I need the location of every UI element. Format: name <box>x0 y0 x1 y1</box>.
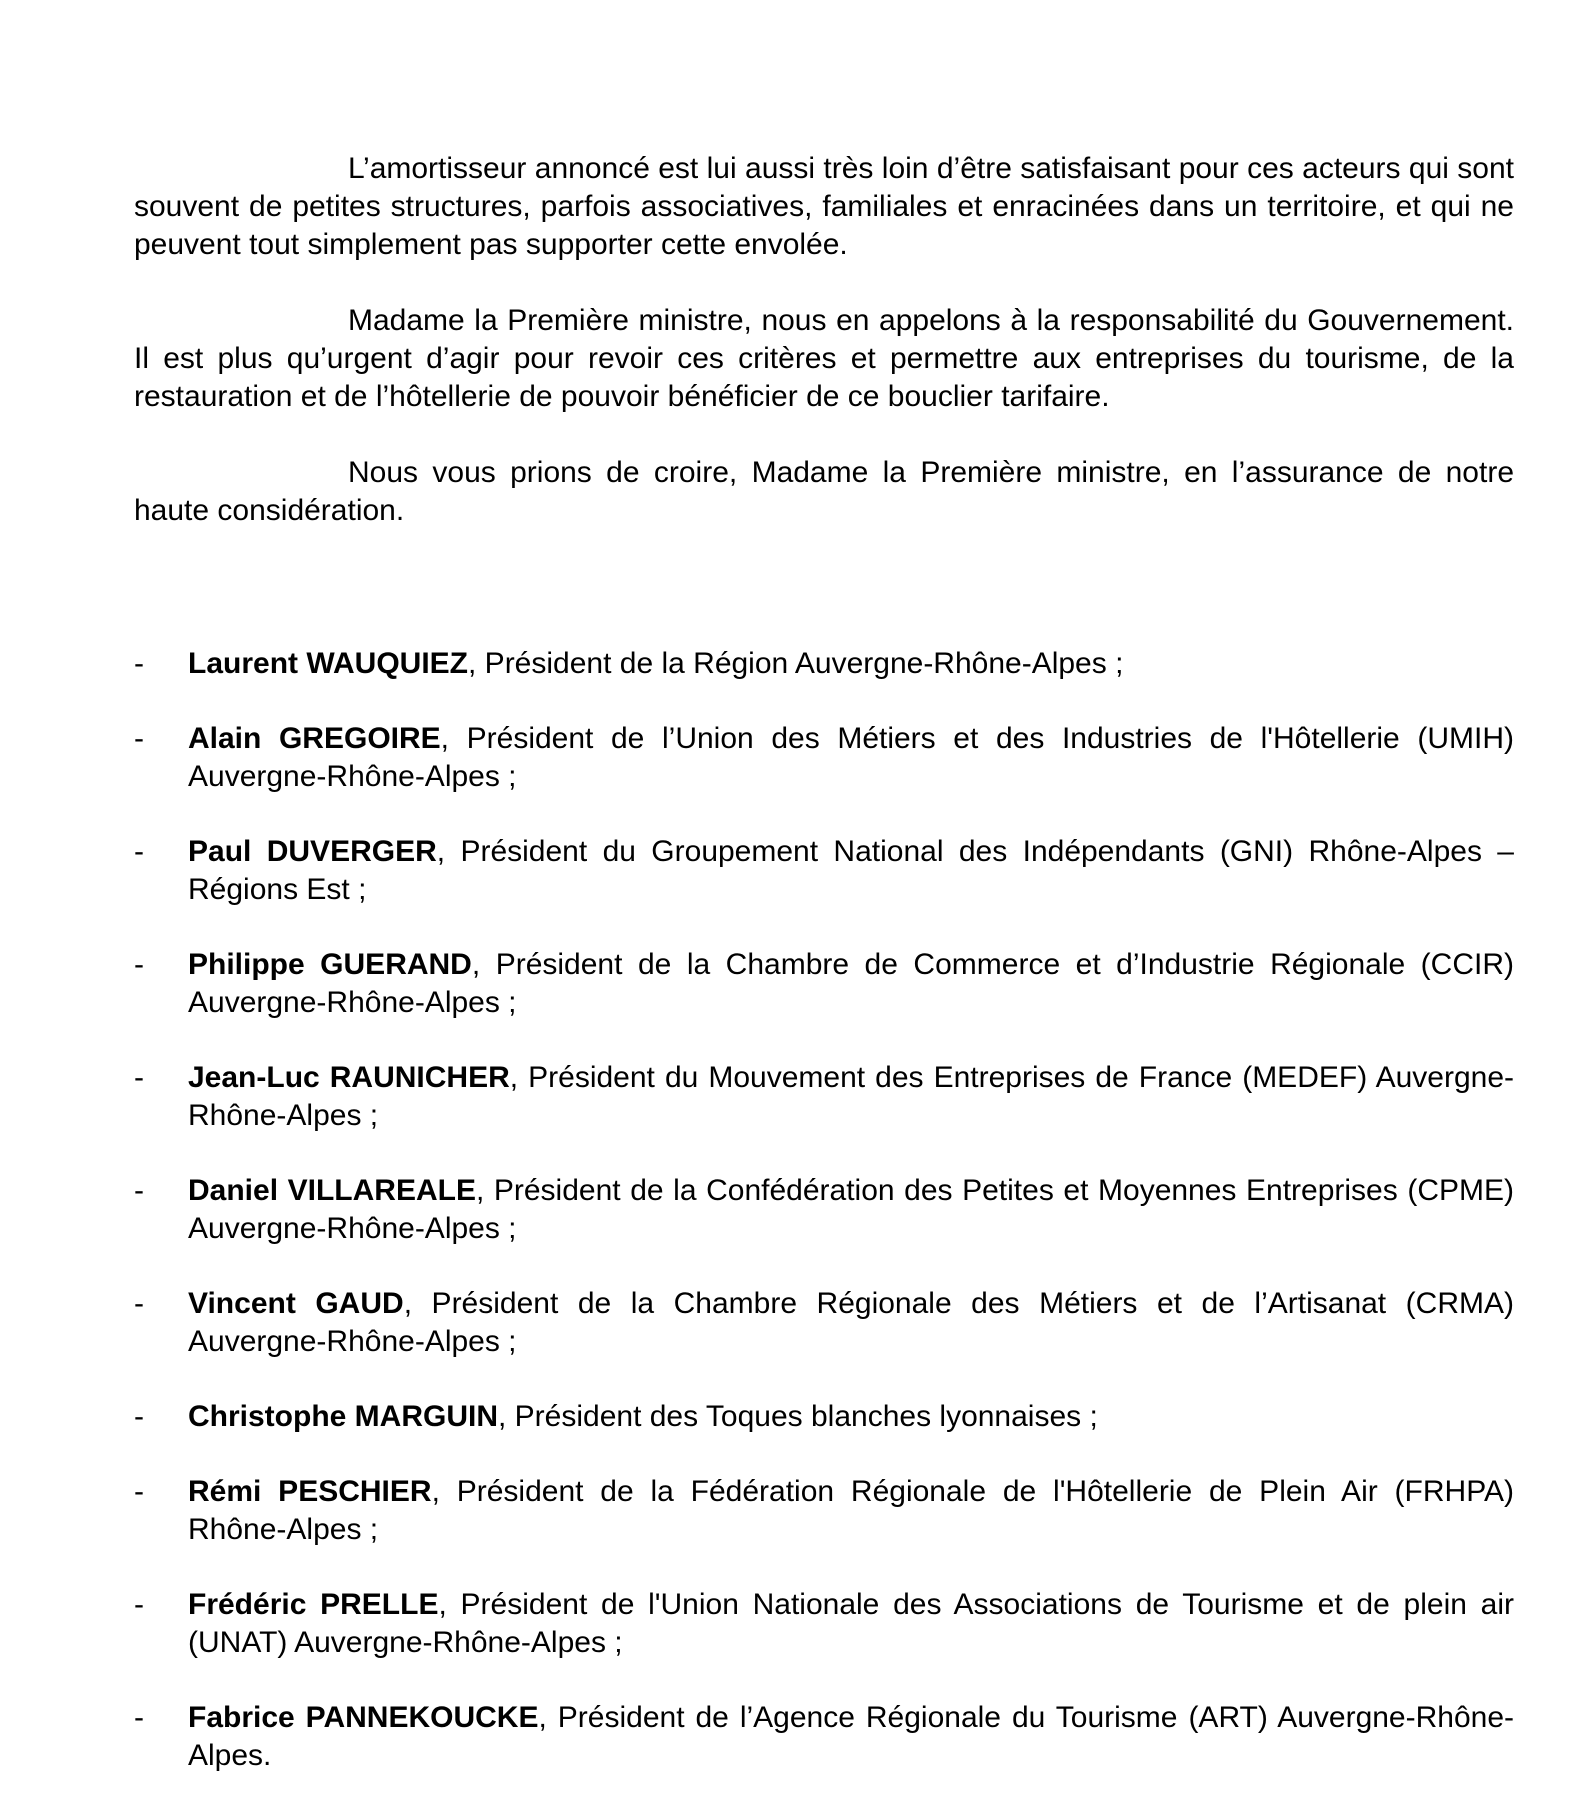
signatory-name: Philippe GUERAND <box>188 948 472 981</box>
signatory-name: Laurent WAUQUIEZ <box>188 647 469 680</box>
signatory-name: Jean-Luc RAUNICHER <box>188 1061 510 1094</box>
signatory-name: Alain GREGOIRE <box>188 722 441 755</box>
signatory-name: Paul DUVERGER <box>188 835 437 868</box>
signatory-title: , Président de la Confédération des Petites et Moyennes Entreprises (CPME) Auvergne-Rhône-Alpes ; <box>188 1174 1514 1245</box>
list-dash: - <box>134 1400 144 1433</box>
signatory-item <box>134 720 1514 796</box>
list-dash: - <box>134 1174 144 1207</box>
signatories-list <box>134 645 1514 1775</box>
signatory-title: , Président de la Chambre Régionale des Métiers et de l’Artisanat (CRMA) Auvergne-Rhône-Alpes ; <box>188 1287 1514 1358</box>
signatory-item <box>134 1285 1514 1361</box>
signatory-item <box>134 1699 1514 1775</box>
signatory-name: Rémi PESCHIER <box>188 1475 432 1508</box>
signatory-title: , Président de la Chambre de Commerce et d’Industrie Régionale (CCIR) Auvergne-Rhône-Alpes ; <box>188 948 1514 1019</box>
list-dash: - <box>134 1287 144 1320</box>
signatory-item <box>134 645 1514 683</box>
list-dash: - <box>134 835 144 868</box>
signatory-item <box>134 946 1514 1022</box>
signatory-item <box>134 1059 1514 1135</box>
signatory-title: , Président des Toques blanches lyonnaises ; <box>498 1400 1098 1433</box>
paragraph-appeal: Madame la Première ministre, nous en appelons à la responsabilité du Gouvernement. Il est plus qu’urgent d’agir pour revoir ces critères et permettre aux entreprises du tourisme, de la restauration et de l’hôtellerie de pouvoir bénéficier de ce bouclier tarifaire. <box>134 304 1514 413</box>
signatory-title: , Président de la Fédération Régionale de l'Hôtellerie de Plein Air (FRHPA) Rhône-Alpes ; <box>188 1475 1514 1546</box>
signatory-item <box>134 1473 1514 1549</box>
letter-page <box>134 150 1514 1775</box>
signatory-title: , Président du Groupement National des Indépendants (GNI) Rhône-Alpes – Régions Est ; <box>188 835 1514 906</box>
signatory-title: , Président de l’Union des Métiers et des Industries de l'Hôtellerie (UMIH) Auvergne-Rhône-Alpes ; <box>188 722 1514 793</box>
list-dash: - <box>134 1061 144 1094</box>
list-dash: - <box>134 722 144 755</box>
paragraph-closing: Nous vous prions de croire, Madame la Première ministre, en l’assurance de notre haute considération. <box>134 456 1514 527</box>
signatory-title: , Président de l’Agence Régionale du Tourisme (ART) Auvergne-Rhône-Alpes. <box>188 1701 1515 1772</box>
paragraph-amortisseur: L’amortisseur annoncé est lui aussi très loin d’être satisfaisant pour ces acteurs qui sont souvent de petites structures, parfois associatives, familiales et enracinées dans un territoire, et qui ne peuvent tout simplement pas supporter cette envolée. <box>134 152 1514 261</box>
signatory-name: Vincent GAUD <box>188 1287 404 1320</box>
list-dash: - <box>134 948 144 981</box>
signatory-title: , Président de la Région Auvergne-Rhône-Alpes ; <box>468 647 1124 680</box>
signatory-name: Frédéric PRELLE <box>188 1588 439 1621</box>
list-dash: - <box>134 1475 144 1508</box>
signatory-name: Daniel VILLAREALE <box>188 1174 476 1207</box>
signatory-item <box>134 1172 1514 1248</box>
list-dash: - <box>134 1701 144 1734</box>
list-dash: - <box>134 1588 144 1621</box>
signatory-title: , Président du Mouvement des Entreprises de France (MEDEF) Auvergne-Rhône-Alpes ; <box>188 1061 1514 1132</box>
signatory-item <box>134 833 1514 909</box>
signatory-item <box>134 1398 1514 1436</box>
signatory-name: Christophe MARGUIN <box>188 1400 498 1433</box>
list-dash: - <box>134 647 144 680</box>
signatory-name: Fabrice PANNEKOUCKE <box>188 1701 539 1734</box>
signatory-title: , Président de l'Union Nationale des Associations de Tourisme et de plein air (UNAT) Auvergne-Rhône-Alpes ; <box>188 1588 1514 1659</box>
signatory-item <box>134 1586 1514 1662</box>
